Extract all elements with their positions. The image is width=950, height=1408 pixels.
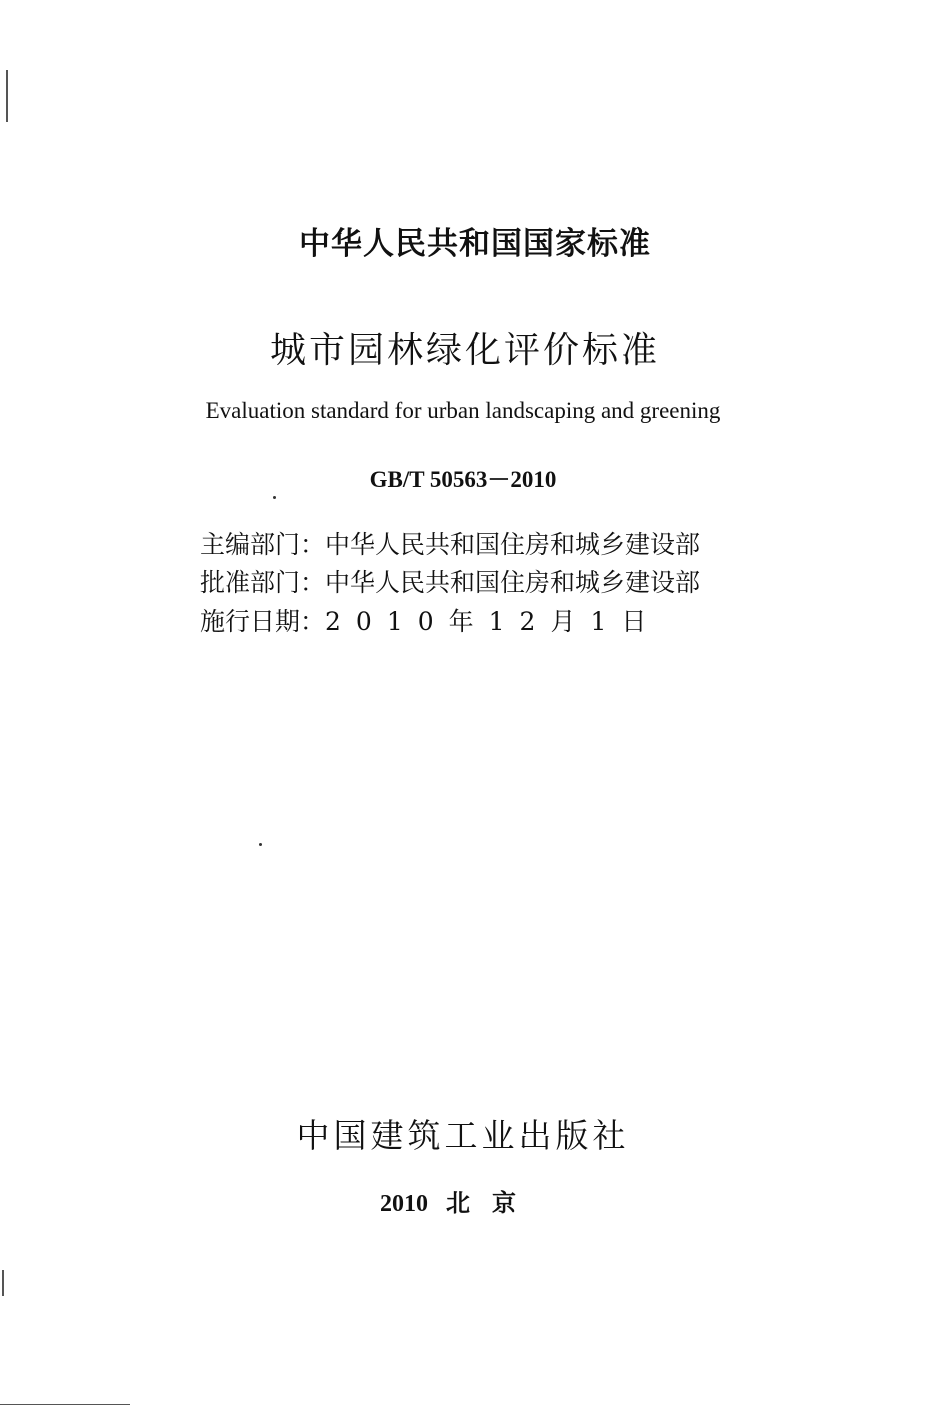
document-title-chinese: 城市园林绿化评价标准 (269, 330, 660, 371)
scan-edge-mark-top (6, 70, 8, 122)
publication-info (0, 1183, 918, 1218)
standard-series-heading: 中华人民共和国国家标准 (299, 226, 651, 262)
editor-row (200, 525, 700, 561)
scan-dot (259, 843, 262, 846)
publication-year: 2010 (380, 1191, 428, 1217)
effective-date-label: 施行日期： (200, 607, 326, 636)
effective-date-row (200, 602, 661, 638)
scan-bottom-line (0, 1404, 130, 1405)
approver-label: 批准部门： (200, 568, 326, 597)
standard-code: GB/T 50563－2010 (369, 467, 557, 492)
effective-date-value: 2010年12月1日 (325, 607, 662, 636)
document-title-english: Evaluation standard for urban landscaping and greening (205, 398, 721, 423)
approver-row (200, 563, 700, 599)
publication-city: 北京 (446, 1188, 538, 1217)
editor-label: 主编部门： (200, 530, 326, 559)
scan-dot (273, 496, 276, 499)
publisher-name: 中国建筑工业出版社 (296, 1116, 630, 1155)
editor-value: 中华人民共和国住房和城乡建设部 (325, 530, 701, 559)
scan-edge-mark-bottom (2, 1270, 4, 1296)
approver-value: 中华人民共和国住房和城乡建设部 (325, 568, 701, 597)
